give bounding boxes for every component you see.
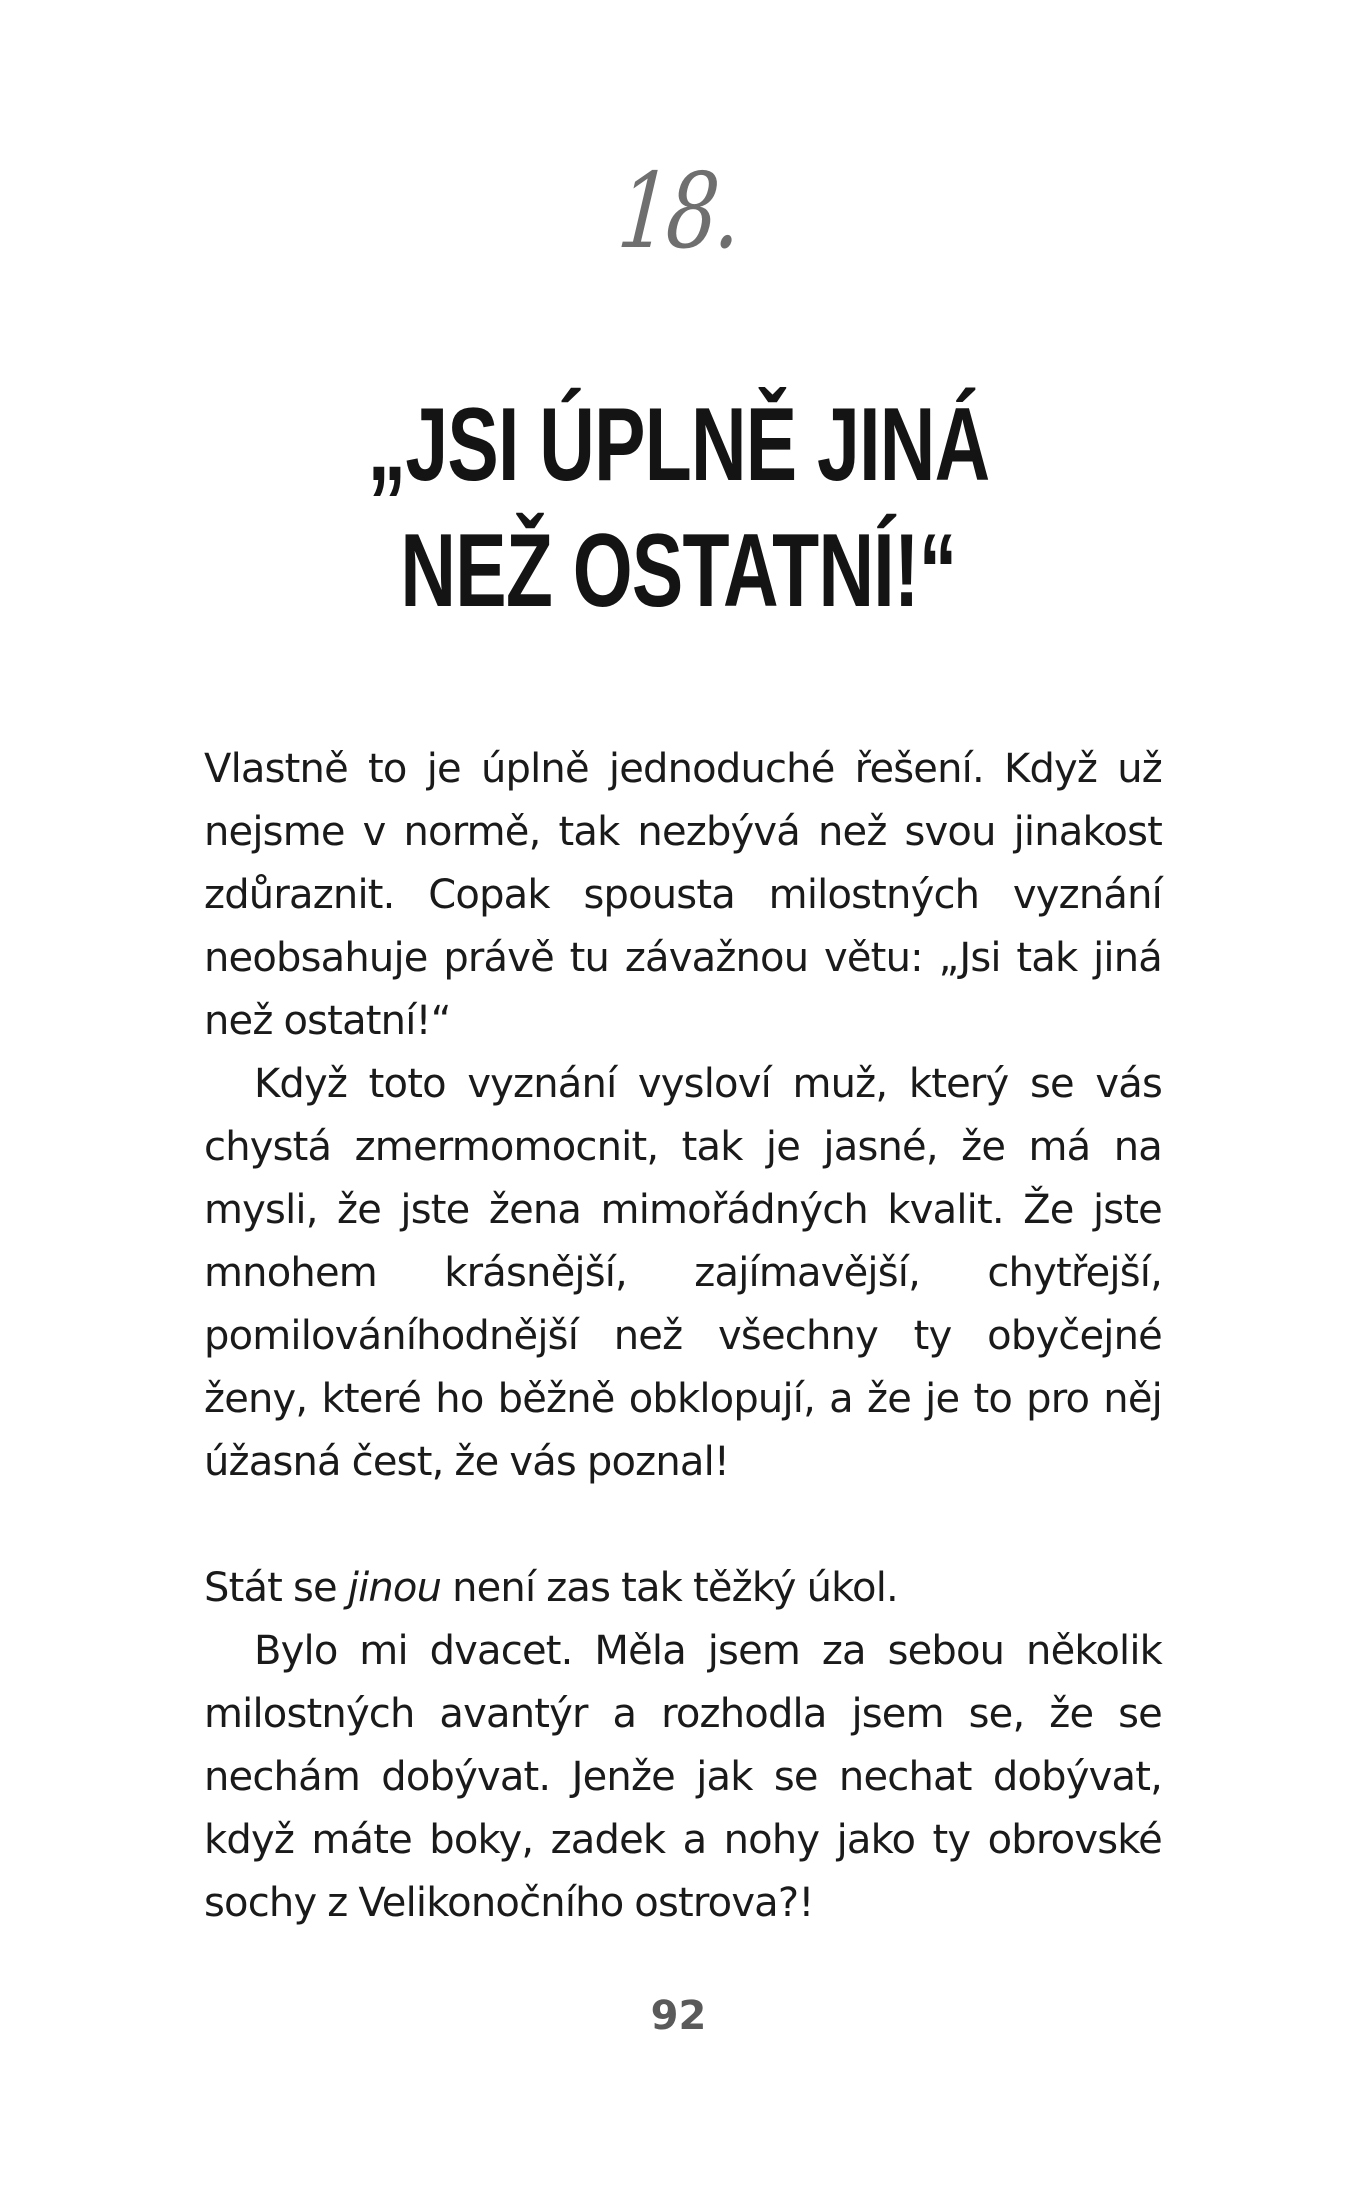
paragraph-3-end: není zas tak těžký úkol. <box>441 1565 898 1611</box>
chapter-title-line-1: „JSI ÚPLNĚ JINÁ <box>367 387 990 503</box>
paragraph-2: Když toto vyznání vysloví muž, který se vás chystá zmermomocnit, tak je jasné, že má na mysli, že jste žena mimořádných kvalit. Že jste mnohem krásnější, zajímavější, chytřejší, pomilováníhodnější než všechny ty obyčejné ženy, které ho běžně obklopují, a že je to pro něj úžasná čest, že vás poznal! <box>204 1061 1162 1485</box>
paragraph-3-emphasis: jinou <box>347 1565 442 1611</box>
body-text <box>204 738 1162 1935</box>
paragraph-1: Vlastně to je úplně jednoduché řešení. Když už nejsme v normě, tak nezbývá než svou jinakost zdůraznit. Copak spousta milostných vyznání neobsahuje právě tu závažnou větu: „Jsi tak jiná než ostatní!“ <box>204 746 1162 1044</box>
chapter-title-line-2: NEŽ OSTATNÍ!“ <box>400 513 957 629</box>
page-number: 92 <box>650 1993 707 2039</box>
chapter-title <box>176 382 1180 634</box>
paragraph-3-start: Stát se <box>204 1565 348 1611</box>
paragraph-4: Bylo mi dvacet. Měla jsem za sebou několik milostných avantýr a rozhodla jsem se, že se nechám dobývat. Jenže jak se nechat dobývat, když máte boky, zadek a nohy jako ty obrovské sochy z Velikonočního ostrova?! <box>204 1628 1162 1926</box>
paragraph-3 <box>204 1557 1162 1620</box>
chapter-number: 18. <box>613 150 744 272</box>
